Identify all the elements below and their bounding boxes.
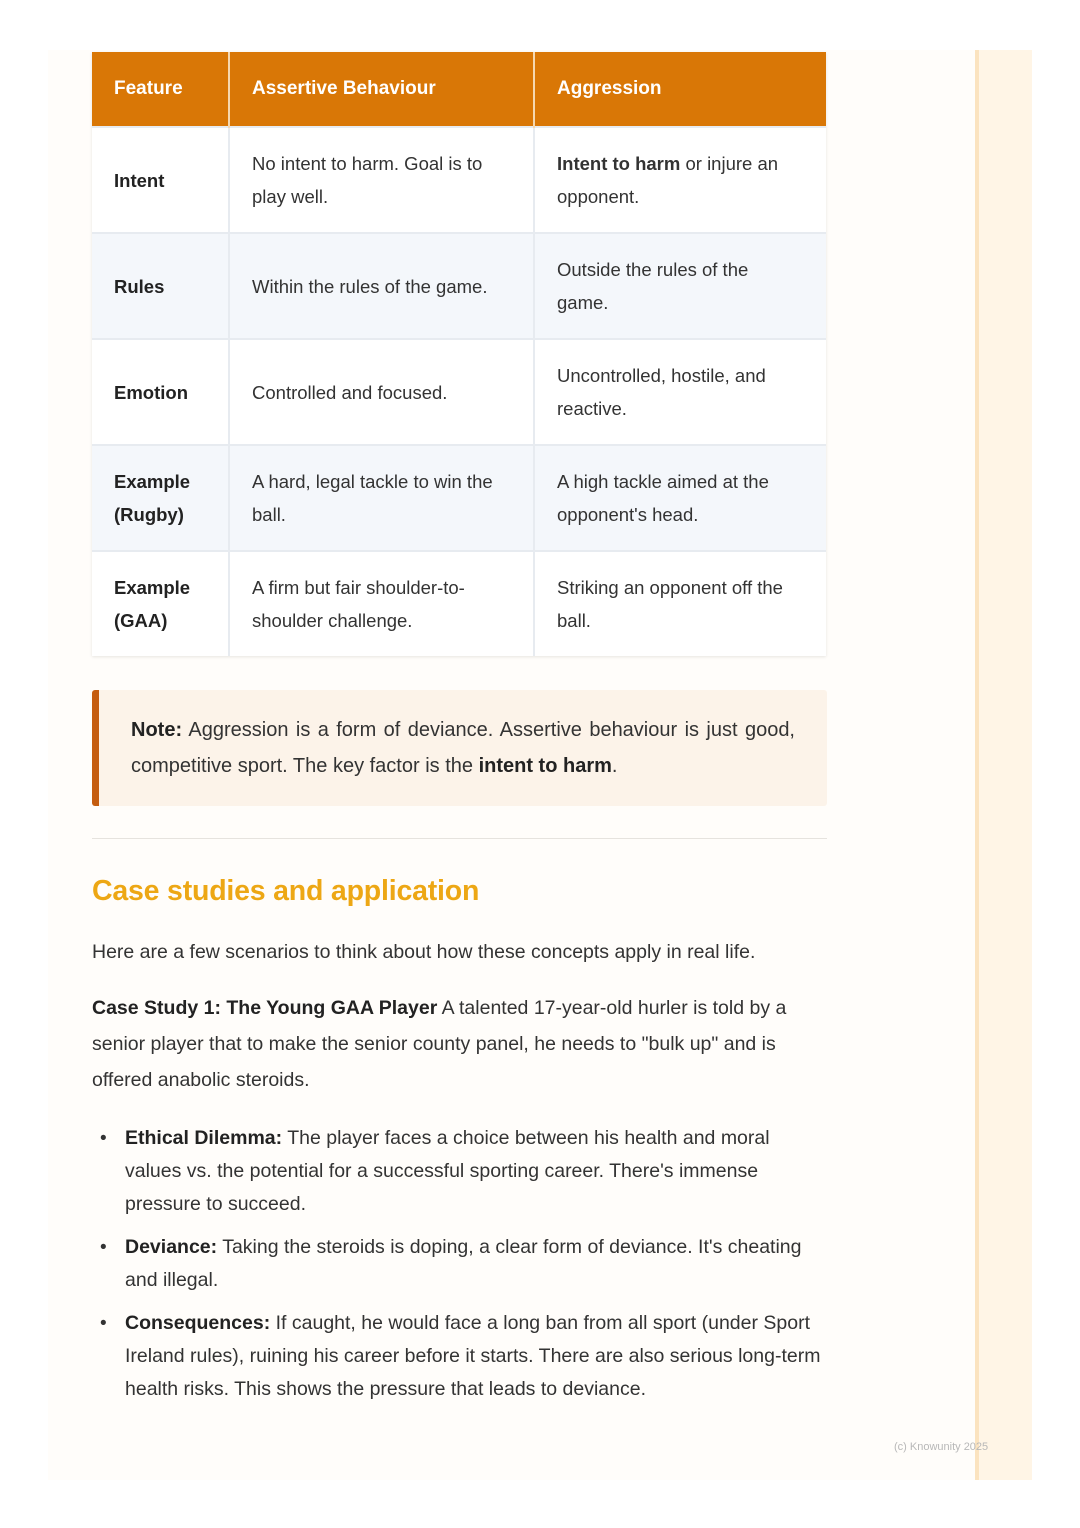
assertive-cell: Within the rules of the game. bbox=[229, 233, 534, 339]
point-text: If caught, he would face a long ban from all sport (under Sport Ireland rules), ruining his career before it starts. There are also serious long-term health risks. This shows the pressure that leads to deviance. bbox=[125, 1312, 821, 1400]
case-study-text: A talented 17-year-old hurler is told by a senior player that to make the senior county panel, he needs to "bulk up" and is offered anabolic steroids. bbox=[92, 997, 787, 1091]
section-divider bbox=[92, 838, 827, 839]
assertive-cell: No intent to harm. Goal is to play well. bbox=[229, 127, 534, 233]
note-bold-text: intent to harm bbox=[478, 755, 612, 777]
aggression-text: or injure an opponent. bbox=[557, 153, 779, 207]
feature-cell: Example (Rugby) bbox=[92, 445, 229, 551]
point-text: Taking the steroids is doping, a clear form of deviance. It's cheating and illegal. bbox=[125, 1236, 802, 1291]
comparison-table bbox=[92, 52, 826, 656]
point-label: Ethical Dilemma: bbox=[125, 1127, 283, 1149]
section-intro: Here are a few scenarios to think about how these concepts apply in real life. bbox=[92, 941, 756, 963]
side-margin-line bbox=[975, 50, 979, 1480]
feature-cell: Intent bbox=[92, 127, 229, 233]
bullet-icon: • bbox=[100, 1128, 107, 1149]
assertive-cell: A hard, legal tackle to win the ball. bbox=[229, 445, 534, 551]
feature-cell: Emotion bbox=[92, 339, 229, 445]
side-margin-strip bbox=[975, 50, 1032, 1480]
table-header-row bbox=[92, 52, 826, 127]
list-item bbox=[92, 1122, 825, 1221]
bullet-icon: • bbox=[100, 1237, 107, 1258]
case-study-points bbox=[92, 1122, 827, 1406]
header-feature: Feature bbox=[92, 52, 229, 127]
aggression-cell: Outside the rules of the game. bbox=[534, 233, 826, 339]
note-callout bbox=[92, 690, 827, 806]
header-aggression: Aggression bbox=[534, 52, 826, 127]
list-item bbox=[92, 1307, 825, 1406]
point-label: Consequences: bbox=[125, 1312, 271, 1334]
point-label: Deviance: bbox=[125, 1236, 218, 1258]
feature-cell: Rules bbox=[92, 233, 229, 339]
point-text: The player faces a choice between his health and moral values vs. the potential for a successful sporting career. There's immense pressure to succeed. bbox=[125, 1127, 770, 1215]
note-label: Note: bbox=[131, 719, 183, 741]
aggression-cell bbox=[534, 127, 826, 233]
table-row bbox=[92, 445, 826, 551]
note-text-end: . bbox=[611, 755, 618, 777]
section-heading: Case studies and application bbox=[92, 875, 480, 907]
aggression-bold-text: Intent to harm bbox=[557, 153, 681, 174]
list-item bbox=[92, 1231, 825, 1297]
note-text: Aggression is a form of deviance. Assertive behaviour is just good, competitive sport. The key factor is the bbox=[131, 719, 795, 777]
bullet-icon: • bbox=[100, 1313, 107, 1334]
assertive-cell: Controlled and focused. bbox=[229, 339, 534, 445]
aggression-cell: Striking an opponent off the ball. bbox=[534, 551, 826, 656]
feature-cell: Example (GAA) bbox=[92, 551, 229, 656]
case-study-title: Case Study 1: The Young GAA Player bbox=[92, 997, 438, 1019]
table-row bbox=[92, 233, 826, 339]
header-assertive-behaviour: Assertive Behaviour bbox=[229, 52, 534, 127]
case-study-paragraph bbox=[92, 990, 827, 1098]
aggression-cell: A high tackle aimed at the opponent's head. bbox=[534, 445, 826, 551]
table-row bbox=[92, 551, 826, 656]
document-content bbox=[92, 52, 827, 1416]
table-row bbox=[92, 339, 826, 445]
table-row bbox=[92, 127, 826, 233]
aggression-cell: Uncontrolled, hostile, and reactive. bbox=[534, 339, 826, 445]
assertive-cell: A firm but fair shoulder-to-shoulder challenge. bbox=[229, 551, 534, 656]
copyright-footer: (c) Knowunity 2025 bbox=[894, 1441, 989, 1453]
